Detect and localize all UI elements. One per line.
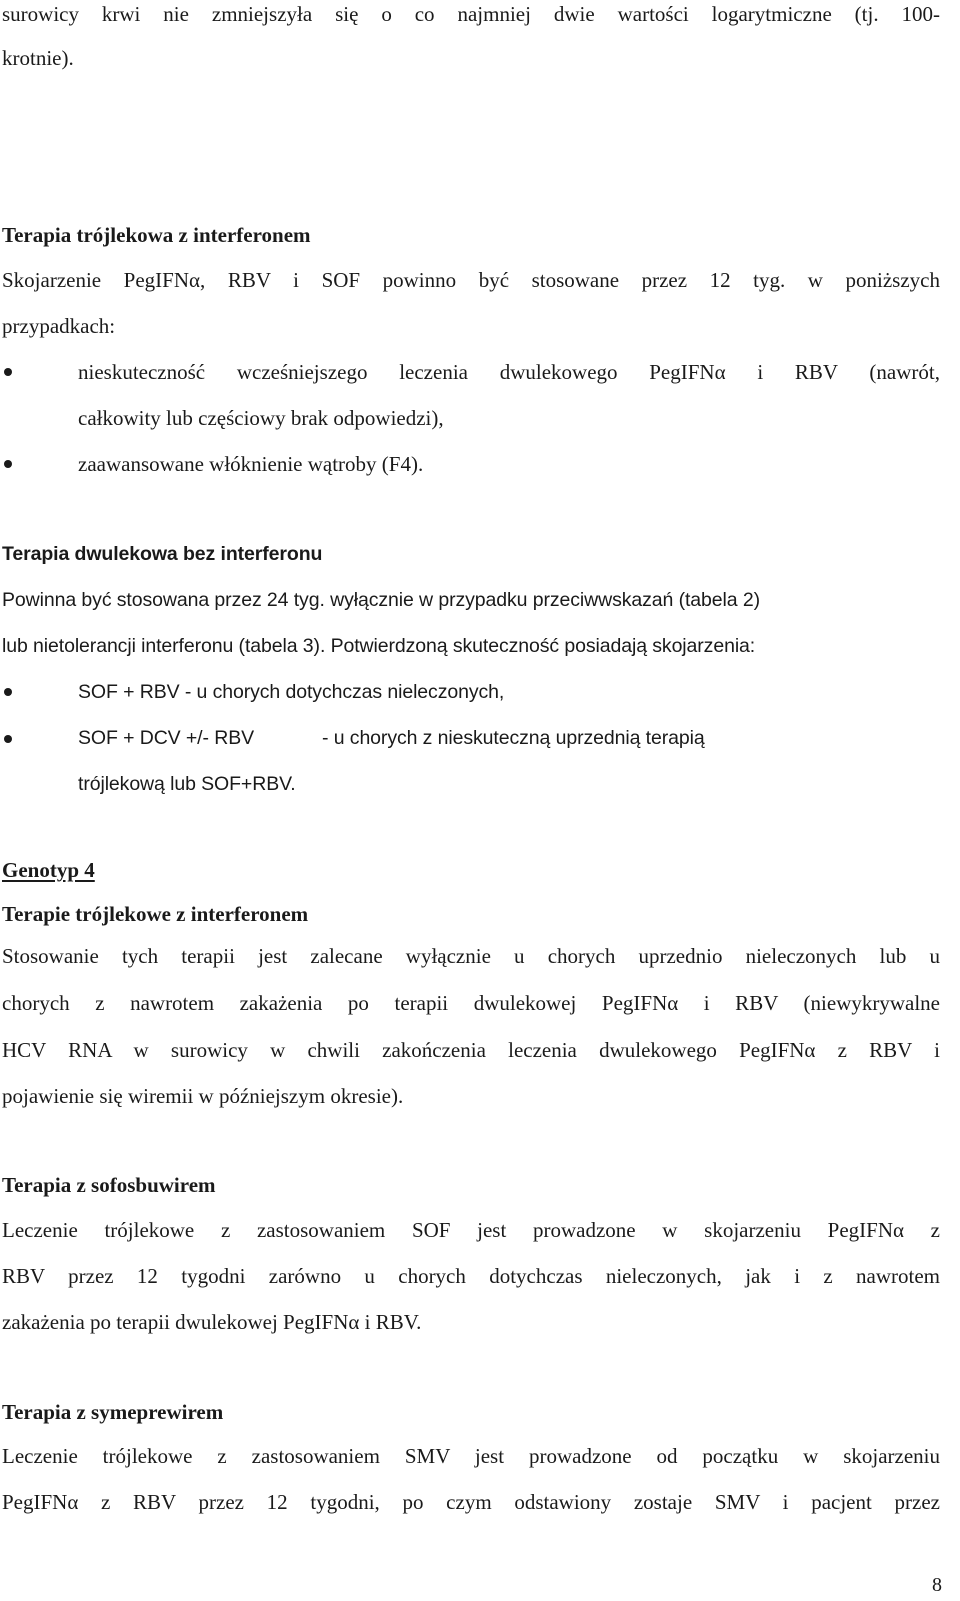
paragraph-line: Stosowanie tych terapii jest zalecane wyłącznie u chorych uprzednio nieleczonych lub u bbox=[2, 944, 940, 968]
paragraph-line: Leczenie trójlekowe z zastosowaniem SOF jest prowadzone w skojarzeniu PegIFNα z bbox=[2, 1218, 940, 1242]
bullet-icon bbox=[4, 368, 12, 376]
list-item-drug: SOF + DCV +/- RBV bbox=[78, 727, 255, 749]
paragraph-line: przypadkach: bbox=[2, 314, 116, 338]
section-heading: Terapia z sofosbuwirem bbox=[2, 1173, 216, 1197]
paragraph-line: PegIFNα z RBV przez 12 tygodni, po czym odstawiony zostaje SMV i pacjent przez bbox=[2, 1490, 940, 1514]
section-heading: Terapia dwulekowa bez interferonu bbox=[2, 543, 323, 565]
paragraph-line: krotnie). bbox=[2, 46, 74, 70]
list-item-note: - u chorych z nieskuteczną uprzednią terapią bbox=[322, 727, 705, 749]
section-heading: Terapie trójlekowe z interferonem bbox=[2, 902, 309, 926]
bullet-icon bbox=[4, 688, 12, 696]
list-item-continuation: całkowity lub częściowy brak odpowiedzi), bbox=[78, 406, 444, 430]
paragraph-line: RBV przez 12 tygodni zarówno u chorych dotychczas nieleczonych, jak i z nawrotem bbox=[2, 1264, 940, 1288]
paragraph-line: pojawienie się wiremii w późniejszym okresie). bbox=[2, 1084, 404, 1108]
list-item: nieskuteczność wcześniejszego leczenia dwulekowego PegIFNα i RBV (nawrót, bbox=[78, 360, 940, 384]
genotype-title: Genotyp 4 bbox=[2, 858, 95, 882]
paragraph-line: surowicy krwi nie zmniejszyła się o co najmniej dwie wartości logarytmiczne (tj. 100- bbox=[2, 2, 940, 26]
section-heading: Terapia trójlekowa z interferonem bbox=[2, 223, 311, 247]
list-item: zaawansowane włóknienie wątroby (F4). bbox=[78, 452, 424, 476]
paragraph-line: HCV RNA w surowicy w chwili zakończenia leczenia dwulekowego PegIFNα z RBV i bbox=[2, 1038, 940, 1062]
list-item-continuation: trójlekową lub SOF+RBV. bbox=[78, 773, 296, 795]
list-item: SOF + RBV - u chorych dotychczas nieleczonych, bbox=[78, 681, 505, 703]
paragraph-line: Skojarzenie PegIFNα, RBV i SOF powinno być stosowane przez 12 tyg. w poniższych bbox=[2, 268, 940, 292]
section-heading: Terapia z symeprewirem bbox=[2, 1400, 224, 1424]
page-number: 8 bbox=[932, 1574, 942, 1596]
bullet-icon bbox=[4, 460, 12, 468]
bullet-icon bbox=[4, 735, 12, 743]
list-item bbox=[78, 724, 940, 752]
paragraph-line: lub nietolerancji interferonu (tabela 3). Potwierdzoną skuteczność posiadają skojarzenia: bbox=[2, 635, 756, 657]
paragraph-line: zakażenia po terapii dwulekowej PegIFNα i RBV. bbox=[2, 1310, 422, 1334]
paragraph-line: chorych z nawrotem zakażenia po terapii dwulekowej PegIFNα i RBV (niewykrywalne bbox=[2, 991, 940, 1015]
paragraph-line: Leczenie trójlekowe z zastosowaniem SMV jest prowadzone od początku w skojarzeniu bbox=[2, 1444, 940, 1468]
paragraph-line: Powinna być stosowana przez 24 tyg. wyłącznie w przypadku przeciwwskazań (tabela 2) bbox=[2, 589, 760, 611]
